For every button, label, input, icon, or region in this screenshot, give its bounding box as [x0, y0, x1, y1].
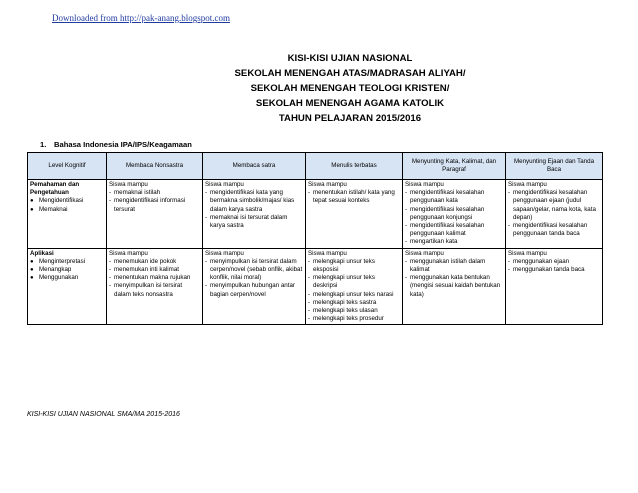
section-title: Bahasa Indonesia IPA/IPS/Keagamaan [54, 140, 192, 149]
indicator-text: memaknai isi tersurat dalam karya sastra [210, 213, 288, 230]
indicator-item [405, 189, 503, 205]
indicator-item [109, 266, 200, 274]
indicator-item [405, 206, 503, 222]
table-row [28, 248, 603, 325]
table-header-row [28, 153, 603, 180]
level-item-text: Mengidentifikasi [39, 197, 84, 205]
indicator-item [205, 214, 303, 230]
dash-marker: - [405, 189, 408, 197]
dash-marker: - [508, 266, 511, 274]
level-cell [28, 180, 107, 249]
dash-marker: - [308, 257, 311, 265]
indicator-cell [203, 180, 306, 249]
indicator-text: mengartikan kata [410, 238, 458, 246]
level-item-text: Menginterpretasi [39, 257, 86, 265]
dash-marker: - [205, 213, 208, 221]
indicator-cell [107, 248, 203, 325]
indicator-item [109, 282, 200, 298]
indicator-item [205, 258, 303, 283]
indicator-text: menggunakan istilah dalam kalimat [410, 257, 486, 274]
column-header: Menyunting Kata, Kalimat, dan Paragraf [403, 153, 506, 180]
indicator-cell [403, 180, 506, 249]
dash-marker: - [109, 257, 112, 265]
dash-marker: - [205, 282, 208, 290]
bullet-icon: ● [30, 275, 34, 282]
indicator-text: melengkapi teks sastra [313, 298, 377, 306]
indicator-item [308, 274, 400, 290]
column-header: Membaca satra [203, 153, 306, 180]
indicator-item [508, 258, 600, 266]
indicator-item [508, 222, 600, 238]
title-line: SEKOLAH MENENGAH ATAS/MADRASAH ALIYAH/ [234, 68, 466, 79]
dash-marker: - [308, 274, 311, 282]
title-line: SEKOLAH MENENGAH AGAMA KATOLIK [255, 98, 445, 109]
title-line: KISI-KISI UJIAN NASIONAL [287, 53, 413, 64]
cell-intro: Siswa mampu [405, 249, 444, 257]
indicator-text: menyimpulkan isi tersirat dalam cerpen/novel (sebab onflik, akibat konflik, nilai moral) [210, 257, 303, 282]
dash-marker: - [109, 274, 112, 282]
indicator-text: menggunakan tanda baca [513, 266, 585, 274]
indicator-text: menggunakan kata bentukan (mengisi sesuai kaidah bentukan kata) [410, 274, 501, 298]
indicator-text: mengidentifikasi kesalahan penggunaan kata [410, 189, 485, 205]
dash-marker: - [109, 189, 112, 197]
dash-marker: - [308, 290, 311, 298]
indicator-item [405, 274, 503, 299]
indicator-cell [306, 248, 403, 325]
indicator-cell [306, 180, 403, 249]
indicator-cell [506, 248, 603, 325]
indicator-item [508, 266, 600, 274]
indicator-text: menemukan ide pokok [114, 257, 177, 265]
section-heading [40, 140, 192, 149]
dash-marker: - [405, 257, 408, 265]
indicator-text: mengidentifikasi informasi tersurat [114, 197, 186, 213]
bullet-icon: ● [30, 198, 34, 205]
dash-marker: - [109, 266, 112, 274]
indicator-text: melengkapi teks prosedur [313, 315, 384, 323]
cell-intro: Siswa mampu [109, 249, 148, 257]
indicator-text: melengkapi teks ulasan [313, 307, 378, 315]
dash-marker: - [308, 189, 311, 197]
level-cell [28, 248, 107, 325]
bullet-icon: ● [30, 258, 34, 265]
dash-marker: - [205, 189, 208, 197]
cell-intro: Siswa mampu [405, 181, 444, 188]
dash-marker: - [405, 222, 408, 230]
cell-intro: Siswa mampu [109, 181, 148, 188]
level-item-text: Menangkap [39, 266, 72, 274]
indicator-cell [203, 248, 306, 325]
indicator-item [205, 282, 303, 298]
cell-intro: Siswa mampu [308, 249, 347, 257]
column-header: Membaca Nonsastra [107, 153, 203, 180]
cell-intro: Siswa mampu [508, 181, 547, 188]
title-line: SEKOLAH MENENGAH TEOLOGI KRISTEN/ [250, 83, 450, 94]
level-bullet-item [30, 266, 104, 274]
document-title [150, 51, 550, 126]
indicator-text: menyimpulkan isi tersirat dalam teks nonsastra [114, 282, 183, 298]
indicator-item [308, 315, 400, 323]
dash-marker: - [109, 282, 112, 290]
indicator-item [405, 222, 503, 238]
level-title: Aplikasi [30, 249, 54, 257]
section-number: 1. [40, 140, 47, 149]
indicator-item [109, 258, 200, 266]
indicator-cell [403, 248, 506, 325]
cell-intro: Siswa mampu [205, 249, 244, 257]
kisi-kisi-table [27, 152, 603, 325]
indicator-item [109, 189, 200, 197]
level-bullet-item [30, 197, 104, 205]
column-header: Menulis terbatas [306, 153, 403, 180]
indicator-item [405, 258, 503, 274]
indicator-item [205, 189, 303, 214]
dash-marker: - [308, 307, 311, 315]
indicator-text: mengidentifikasi kata yang bermakna simbolik/majas/ kias dalam karya sastra [210, 189, 295, 213]
dash-marker: - [405, 274, 408, 282]
indicator-item [308, 291, 400, 299]
dash-marker: - [508, 257, 511, 265]
indicator-item [308, 189, 400, 205]
indicator-item [308, 258, 400, 274]
indicator-text: melengkapi unsur teks eksposisi [313, 257, 375, 274]
indicator-item [109, 197, 200, 213]
indicator-text: memaknai istilah [114, 189, 161, 197]
dash-marker: - [508, 189, 511, 197]
dash-marker: - [405, 205, 408, 213]
level-bullet-item [30, 206, 104, 214]
cell-intro: Siswa mampu [308, 181, 347, 188]
bullet-icon: ● [30, 267, 34, 274]
bullet-icon: ● [30, 206, 34, 213]
indicator-cell [506, 180, 603, 249]
level-item-text: Menggunakan [39, 274, 79, 282]
cell-intro: Siswa mampu [205, 181, 244, 188]
indicator-text: menggunakan ejaan [513, 257, 570, 265]
column-header: Level Kognitif [28, 153, 107, 180]
indicator-item [308, 307, 400, 315]
indicator-item [308, 299, 400, 307]
indicator-text: menentukan istilah/ kata yang tepat sesuai konteks [313, 189, 395, 205]
indicator-text: mengidentifikasi kesalahan penggunaan ejaan (judul sapaan/gelar, nama kota, kata depan) [513, 189, 596, 221]
indicator-item [109, 274, 200, 282]
indicator-item [508, 189, 600, 222]
title-line: TAHUN PELAJARAN 2015/2016 [278, 113, 422, 124]
indicator-text: menemukan inti kalimat [114, 266, 179, 274]
dash-marker: - [308, 298, 311, 306]
column-header: Menyunting Ejaan dan Tanda Baca [506, 153, 603, 180]
indicator-item [405, 238, 503, 246]
cell-intro: Siswa mampu [508, 249, 547, 257]
indicator-text: mengidentifikasi kesalahan penggunaan kalimat [410, 222, 485, 238]
indicator-text: melengkapi unsur teks deskripsi [313, 274, 375, 290]
indicator-text: mengidentifikasi kesalahan penggunaan konjungsi [410, 205, 485, 221]
dash-marker: - [308, 315, 311, 323]
dash-marker: - [109, 197, 112, 205]
page-footer: KISI-KISI UJIAN NASIONAL SMA/MA 2015-2016 [27, 411, 180, 418]
level-title: Pemahaman dan Pengetahuan [30, 181, 80, 197]
dash-marker: - [205, 257, 208, 265]
indicator-text: melengkapi unsur teks narasi [313, 290, 394, 298]
table-row [28, 180, 603, 249]
level-item-text: Memaknai [39, 205, 68, 213]
dash-marker: - [508, 222, 511, 230]
indicator-text: menyimpulkan hubungan antar bagian cerpen/novel [210, 282, 295, 298]
indicator-text: mengidentifikasi kesalahan penggunaan tanda baca [513, 222, 588, 238]
level-bullet-item [30, 258, 104, 266]
dash-marker: - [405, 238, 408, 246]
level-bullet-item [30, 274, 104, 282]
source-link[interactable]: Downloaded from http://pak-anang.blogspot.com [52, 13, 230, 23]
indicator-text: menentukan makna rujukan [114, 274, 191, 282]
indicator-cell [107, 180, 203, 249]
